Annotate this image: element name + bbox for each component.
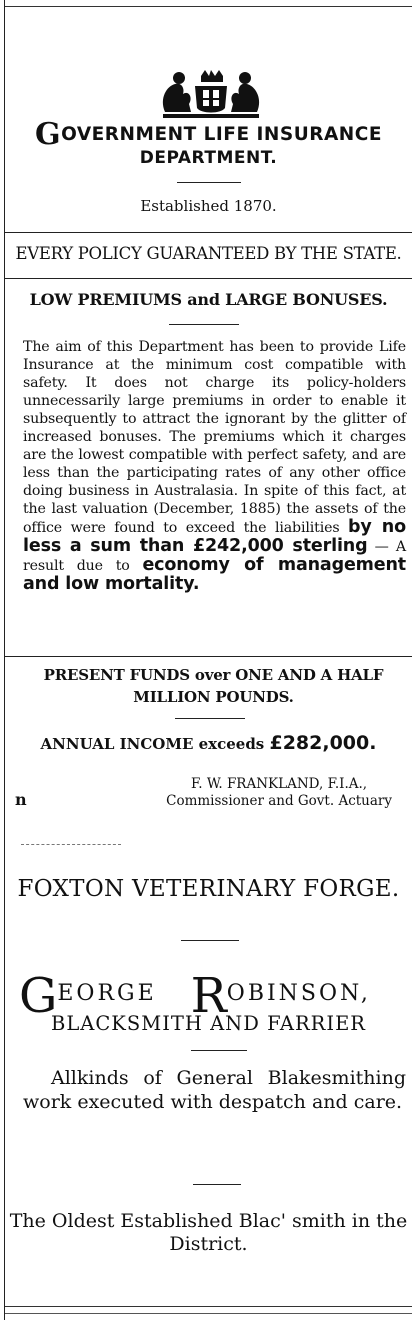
insurance-subtitle: DEPARTMENT.	[139, 148, 278, 168]
forge-trade: BLACKSMITH AND FARRIER	[51, 1012, 366, 1035]
bottom-rule	[5, 1306, 412, 1307]
body-text-part1: The aim of this Department has been to provide Life Insurance at the minimum cost compatible with safety. It does not charge its policy-holders unnecessarily large premiums in order to enable it subsequently to attract the ignorant by the glitter of increased bonuses. The premiums which it charges are the lowest compatible with perfect safety, and are less than the participating rates of any other office doing business in Australasia. In spite of this fact, at the last valuation (December, 1885) the assets of the office were found to exceed the liabilities	[23, 339, 406, 536]
guarantee-line: EVERY POLICY GUARANTEED BY THE STATE.	[15, 244, 402, 263]
bottom-rule-thin	[5, 1313, 412, 1314]
established-line: Established 1870.	[140, 197, 277, 215]
body-emphasis-2: economy of management and low mortality.	[23, 555, 407, 594]
services-text: Allkinds of General Blakesmithing work executed with despatch and care.	[23, 1067, 406, 1113]
income-label: ANNUAL INCOME exceeds	[40, 735, 265, 753]
signatory-name: F. W. FRANKLAND, F.I.A.,	[191, 776, 368, 792]
forge-claim: The Oldest Established Blac' smith in the District.	[9, 1210, 408, 1255]
divider	[177, 182, 241, 183]
owner-last-rest: OBINSON,	[226, 981, 371, 1006]
body-emphasis-1: by no less a sum than £242,000 sterling	[23, 517, 406, 556]
royal-coat-of-arms-icon	[145, 68, 277, 122]
owner-first-rest: EORGE	[57, 981, 157, 1006]
annual-income	[5, 732, 412, 754]
divider	[191, 1050, 247, 1051]
forge-services	[23, 1066, 406, 1114]
divider	[5, 656, 412, 657]
divider	[181, 940, 239, 941]
margin-mark: n	[15, 790, 27, 809]
divider	[5, 278, 412, 279]
body-text-part2: — A result due to	[23, 539, 407, 574]
divider	[175, 718, 245, 719]
divider	[5, 232, 412, 233]
income-amount: £282,000.	[269, 732, 377, 754]
tagline: LOW PREMIUMS and LARGE BONUSES.	[29, 290, 388, 309]
insurance-title	[5, 117, 412, 152]
owner-last-initial: R	[190, 968, 227, 1024]
owner-first-initial: G	[19, 968, 58, 1024]
divider	[193, 1184, 241, 1185]
divider	[169, 324, 239, 325]
divider	[21, 844, 121, 845]
insurance-body	[23, 338, 406, 594]
top-rule	[5, 6, 412, 7]
forge-name: FOXTON VETERINARY FORGE.	[17, 876, 400, 902]
present-funds: PRESENT FUNDS over ONE AND A HALF MILLION POUNDS.	[43, 666, 384, 706]
signatory-title: Commissioner and Govt. Actuary	[166, 793, 392, 809]
signature-block	[166, 776, 392, 810]
title-initial: G	[35, 117, 62, 152]
newspaper-column	[4, 0, 412, 1320]
title-rest: OVERNMENT LIFE INSURANCE	[61, 124, 382, 145]
